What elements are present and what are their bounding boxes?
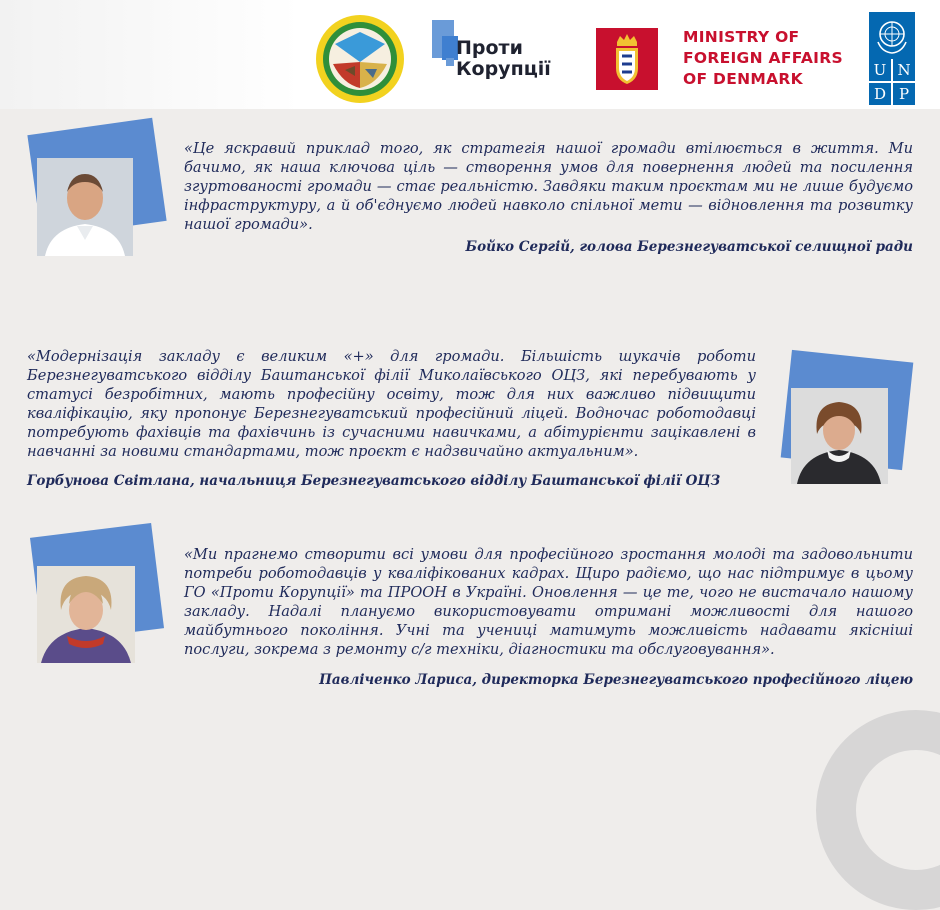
proty-koruptsii-logo [432,20,580,92]
testimonial-3-author: Павліченко Лариса, директорка Березнегуватського професійного ліцею [319,672,913,688]
portrait-photo [791,388,888,484]
proty-koruptsii-wordmark: Проти Корупції [456,37,551,80]
testimonial-2-photo [780,350,920,490]
testimonial-2-author: Горбунова Світлана, начальниця Березнегуватського відділу Баштанської філії ОЦЗ [27,473,721,489]
testimonial-3-photo [30,528,170,668]
logo-header [0,0,940,109]
undp-logo [869,12,915,105]
undp-letter: P [893,83,915,105]
testimonial-1-quote: «Це яскравий приклад того, як стратегія нашої громади втілюється в життя. Ми бачимо, як наша ключова ціль — створення умов для повернення людей та посилення згуртованості громади — стає реальністю. Завдяки таким проєктам ми не лише будуємо інфраструктуру, а й об'єднуємо людей навколо спільної мети — відновлення та розвитку нашої громади». [184,140,913,233]
testimonial-1-author: Бойко Сергій, голова Березнегуватської селищної ради [465,239,913,255]
undp-letter: U [869,59,891,81]
testimonial-3-quote: «Ми прагнемо створити всі умови для професійного зростання молоді та задовольнити потреби роботодавців у кваліфікованих кадрах. Щиро радіємо, що нас підтримує в цьому ГО «Проти Корупції» та ПРООН в Україні. Оновлення — це те, чого не вистачало нашому закладу. Надалі плануємо використовувати отримані можливості для нашого майбутнього покоління. Учні та учениці матимуть можливість надавати якісніші послуги, зокрема з ремонту с/г техніки, діагностики та обслуговування». [184,546,913,658]
undp-letters [869,59,915,105]
portrait-photo [37,158,133,256]
testimonial-2-quote: «Модернізація закладу є великим «+» для громади. Більшість шукачів роботи Березнегуватського відділу Баштанської філії Миколаївського ОЦЗ, які перебувають у статусі безробітних, мають професійну освіту, тож для них важливо підвищити кваліфікацію, яку пропонує Березнегуватський професійний ліцей. Водночас роботодавці потребують фахівців та фахівчинь із сучасними навичками, а абітурієнти зацікавлені в навчанні за новими стандартами, тож проєкт є надзвичайно актуальним». [27,348,756,460]
denmark-mfa-wordmark: MINISTRY OF FOREIGN AFFAIRS OF DENMARK [683,28,843,88]
undp-letter: D [869,83,891,105]
royal-crown-shield-icon [596,28,658,90]
decorative-circle [816,710,940,910]
testimonial-1-photo [26,126,166,260]
un-emblem-icon [869,12,915,58]
community-seal-logo [315,14,405,104]
portrait-photo [37,566,135,663]
undp-letter: N [893,59,915,81]
